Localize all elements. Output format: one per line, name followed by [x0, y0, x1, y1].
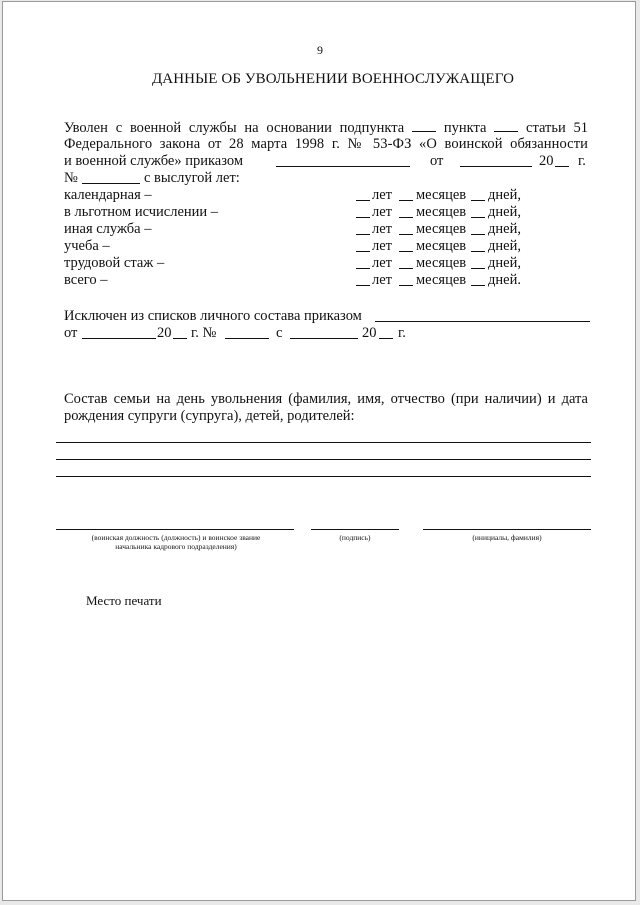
- years-label: лет: [372, 238, 393, 254]
- order-date-blank[interactable]: [460, 153, 532, 167]
- days-blank[interactable]: [471, 272, 485, 286]
- text-fragment: 20: [539, 153, 554, 169]
- months-blank[interactable]: [399, 238, 413, 252]
- years-blank[interactable]: [356, 204, 370, 218]
- text-fragment: с выслугой лет:: [144, 170, 240, 186]
- text-fragment: с: [276, 325, 283, 341]
- caption-line: (воинская должность (должность) и воинское звание: [91, 533, 261, 542]
- months-label: месяцев: [416, 204, 467, 220]
- years-blank[interactable]: [356, 221, 370, 235]
- text-fragment: с: [115, 120, 123, 136]
- family-fill-line[interactable]: [56, 442, 591, 443]
- days-label: дней,: [488, 221, 521, 237]
- dismissal-line-3: [64, 153, 243, 170]
- months-label: месяцев: [416, 255, 467, 271]
- years-blank[interactable]: [356, 272, 370, 286]
- text-fragment: г. №: [191, 325, 217, 341]
- service-item-label: иная служба –: [64, 221, 152, 237]
- order-blank[interactable]: [276, 153, 410, 167]
- subparagraph-blank[interactable]: [412, 119, 436, 132]
- text-fragment: службы: [188, 120, 237, 136]
- paragraph-blank[interactable]: [494, 119, 518, 132]
- days-blank[interactable]: [471, 238, 485, 252]
- text-fragment: от: [430, 153, 444, 169]
- family-fill-line[interactable]: [56, 459, 591, 460]
- service-item-label: трудовой стаж –: [64, 255, 165, 271]
- text-fragment: №: [64, 170, 78, 186]
- text-fragment: пункта: [443, 120, 487, 136]
- days-label: дней,: [488, 255, 521, 271]
- days-label: дней,: [488, 238, 521, 254]
- text-fragment: подпункта: [339, 120, 405, 136]
- months-label: месяцев: [416, 187, 467, 203]
- years-label: лет: [372, 221, 393, 237]
- service-item-label: всего –: [64, 272, 108, 288]
- days-blank[interactable]: [471, 204, 485, 218]
- text-fragment: военной: [129, 120, 182, 136]
- exclusion-number-blank[interactable]: [225, 325, 269, 339]
- days-blank[interactable]: [471, 221, 485, 235]
- exclusion-order-blank[interactable]: [375, 308, 590, 322]
- dismissal-line-1: [64, 119, 588, 137]
- stamp-place: Место печати: [86, 593, 162, 608]
- months-blank[interactable]: [399, 187, 413, 201]
- text-fragment: 20: [362, 325, 377, 341]
- family-fill-line[interactable]: [56, 476, 591, 477]
- months-blank[interactable]: [399, 255, 413, 269]
- years-label: лет: [372, 204, 393, 220]
- text-fragment: г.: [398, 325, 406, 341]
- position-caption: [61, 533, 291, 551]
- months-blank[interactable]: [399, 272, 413, 286]
- years-blank[interactable]: [356, 255, 370, 269]
- months-label: месяцев: [416, 272, 467, 288]
- order-number-blank[interactable]: [82, 170, 140, 184]
- text-fragment: статьи 51: [526, 120, 589, 136]
- text-fragment: Уволен: [64, 120, 108, 136]
- text-fragment: от: [64, 325, 78, 341]
- family-line-1: Состав семьи на день увольнения (фамилия, имя, отчество (при наличии) и дата: [64, 391, 588, 407]
- page-number: 9: [317, 43, 323, 57]
- signature-line[interactable]: [311, 529, 399, 530]
- days-label: дней,: [488, 204, 521, 220]
- exclusion-date-blank[interactable]: [82, 325, 156, 339]
- text-fragment: на: [244, 120, 259, 136]
- document-page: [2, 1, 636, 901]
- days-label: дней.: [488, 272, 521, 288]
- exclusion-from-blank[interactable]: [290, 325, 358, 339]
- position-line[interactable]: [56, 529, 294, 530]
- order-year-blank[interactable]: [555, 153, 569, 167]
- family-line-2: рождения супруги (супруга), детей, родителей:: [64, 408, 355, 424]
- years-blank[interactable]: [356, 238, 370, 252]
- page-title: ДАННЫЕ ОБ УВОЛЬНЕНИИ ВОЕННОСЛУЖАЩЕГО: [151, 71, 515, 87]
- months-blank[interactable]: [399, 221, 413, 235]
- days-blank[interactable]: [471, 187, 485, 201]
- exclusion-line-1: Исключен из списков личного состава приказом: [64, 308, 362, 324]
- exclusion-year-blank[interactable]: [173, 325, 187, 339]
- years-label: лет: [372, 255, 393, 271]
- service-item-label: в льготном исчислении –: [64, 204, 219, 220]
- service-item-label: учеба –: [64, 238, 110, 254]
- years-blank[interactable]: [356, 187, 370, 201]
- service-item-label: календарная –: [64, 187, 152, 203]
- text-fragment: и военной службе» приказом: [64, 153, 244, 169]
- years-label: лет: [372, 187, 393, 203]
- signature-caption: (подпись): [339, 533, 371, 542]
- text-fragment: г.: [578, 153, 586, 169]
- years-label: лет: [372, 272, 393, 288]
- caption-line: начальника кадрового подразделения): [115, 542, 237, 551]
- text-fragment: 20: [157, 325, 172, 341]
- months-label: месяцев: [416, 221, 467, 237]
- months-blank[interactable]: [399, 204, 413, 218]
- dismissal-line-2: Федерального закона от 28 марта 1998 г. № 53-ФЗ «О воинской обязанности: [64, 136, 588, 152]
- days-blank[interactable]: [471, 255, 485, 269]
- text-fragment: основании: [266, 120, 332, 136]
- name-caption: (инициалы, фамилия): [472, 533, 542, 542]
- name-line[interactable]: [423, 529, 591, 530]
- days-label: дней,: [488, 187, 521, 203]
- months-label: месяцев: [416, 238, 467, 254]
- exclusion-from-year-blank[interactable]: [379, 325, 393, 339]
